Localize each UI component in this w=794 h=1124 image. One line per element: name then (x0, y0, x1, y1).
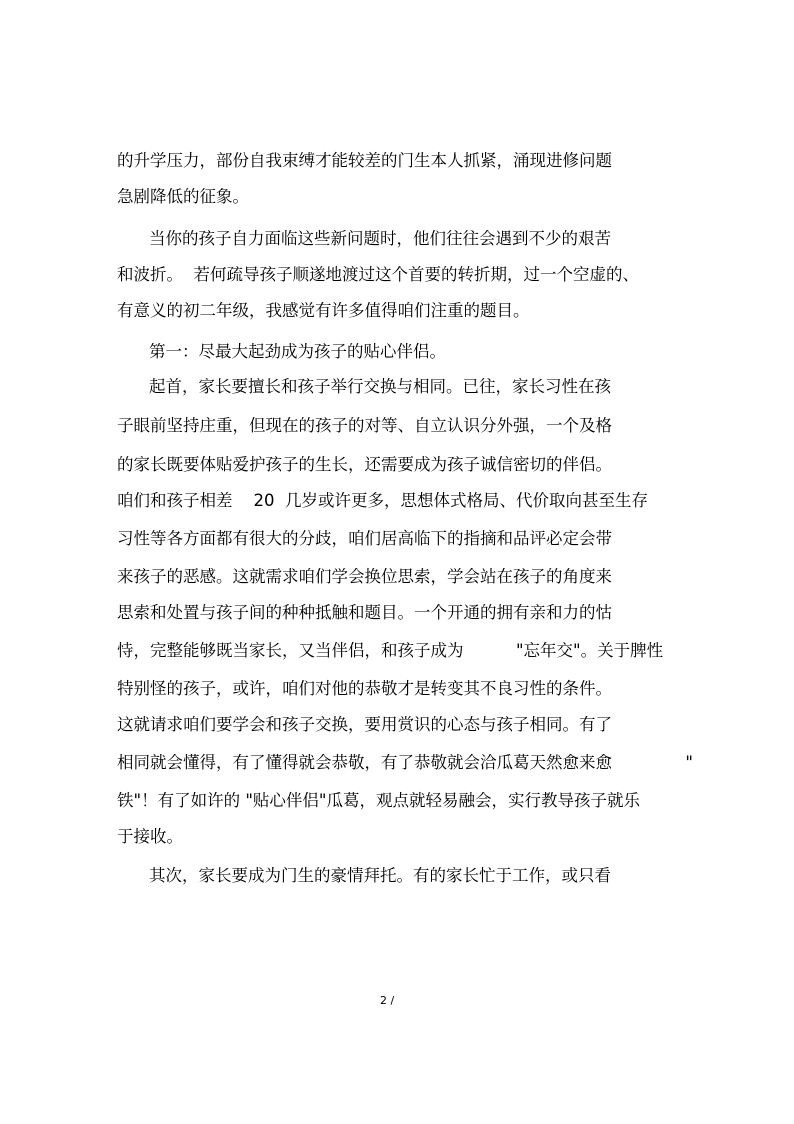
text-line-20: 其次，家长要成为门生的豪情拜托。有的家长忙于工作，或只看 (149, 866, 611, 885)
text-line-18: 铁"！有了如许的 "贴心伴侣"瓜葛，观点就轻易融会，实行教导孩子就乐 (117, 791, 641, 810)
text-line-14: 恃，完整能够既当家长，又当伴侣，和孩子成为 "忘年交"。关于脾性 (117, 641, 664, 660)
text-line-16: 这就请求咱们要学会和孩子交换，要用赏识的心态与孩子相同。有了 (117, 715, 612, 734)
text-line-1: 的升学压力，部份自我束缚才能较差的门生本人抓紧，涌现进修问题 (117, 151, 612, 170)
text-line-9: 的家长既要体贴爱护孩子的生长，还需要成为孩子诚信密切的伴侣。 (117, 455, 612, 474)
text-line-17: 相同就会懂得，有了懂得就会恭敬，有了恭敬就会洽瓜葛天然愈来愈 " (117, 753, 694, 772)
text-line-11: 习性等各方面都有很大的分歧，咱们居高临下的指摘和品评必定会带 (117, 529, 612, 548)
text-line-4: 和波折。 若何疏导孩子顺遂地渡过这个首要的转折期，过一个空虚的、 (117, 265, 639, 284)
text-line-10: 咱们和孩子相差 20 几岁或许更多，思想体式格局、代价取向甚至生存 (117, 491, 648, 510)
text-line-8: 子眼前坚持庄重，但现在的孩子的对等、自立认识分外强，一个及格 (117, 416, 612, 435)
text-line-12: 来孩子的恶感。这就需求咱们学会换位思索，学会站在孩子的角度来 (117, 567, 612, 586)
text-line-6: 第一：尽最大起劲成为孩子的贴心伴侣。 (149, 342, 446, 361)
text-line-15: 特别怪的孩子，或许，咱们对他的恭敬才是转变其不良习性的条件。 (117, 679, 612, 698)
page-number: 2 / (380, 994, 395, 1007)
text-line-13: 思索和处置与孩子间的种种抵触和题目。一个开通的拥有亲和力的怙 (117, 603, 612, 622)
text-line-5: 有意义的初二年级，我感觉有许多值得咱们注重的题目。 (117, 301, 530, 320)
text-line-3: 当你的孩子自力面临这些新问题时，他们往往会遇到不少的艰苦 (149, 229, 611, 248)
text-line-19: 于接收。 (117, 827, 183, 846)
text-line-7: 起首，家长要擅长和孩子举行交换与相同。已往，家长习性在孩 (149, 377, 611, 396)
text-line-2: 急剧降低的征象。 (117, 187, 249, 206)
